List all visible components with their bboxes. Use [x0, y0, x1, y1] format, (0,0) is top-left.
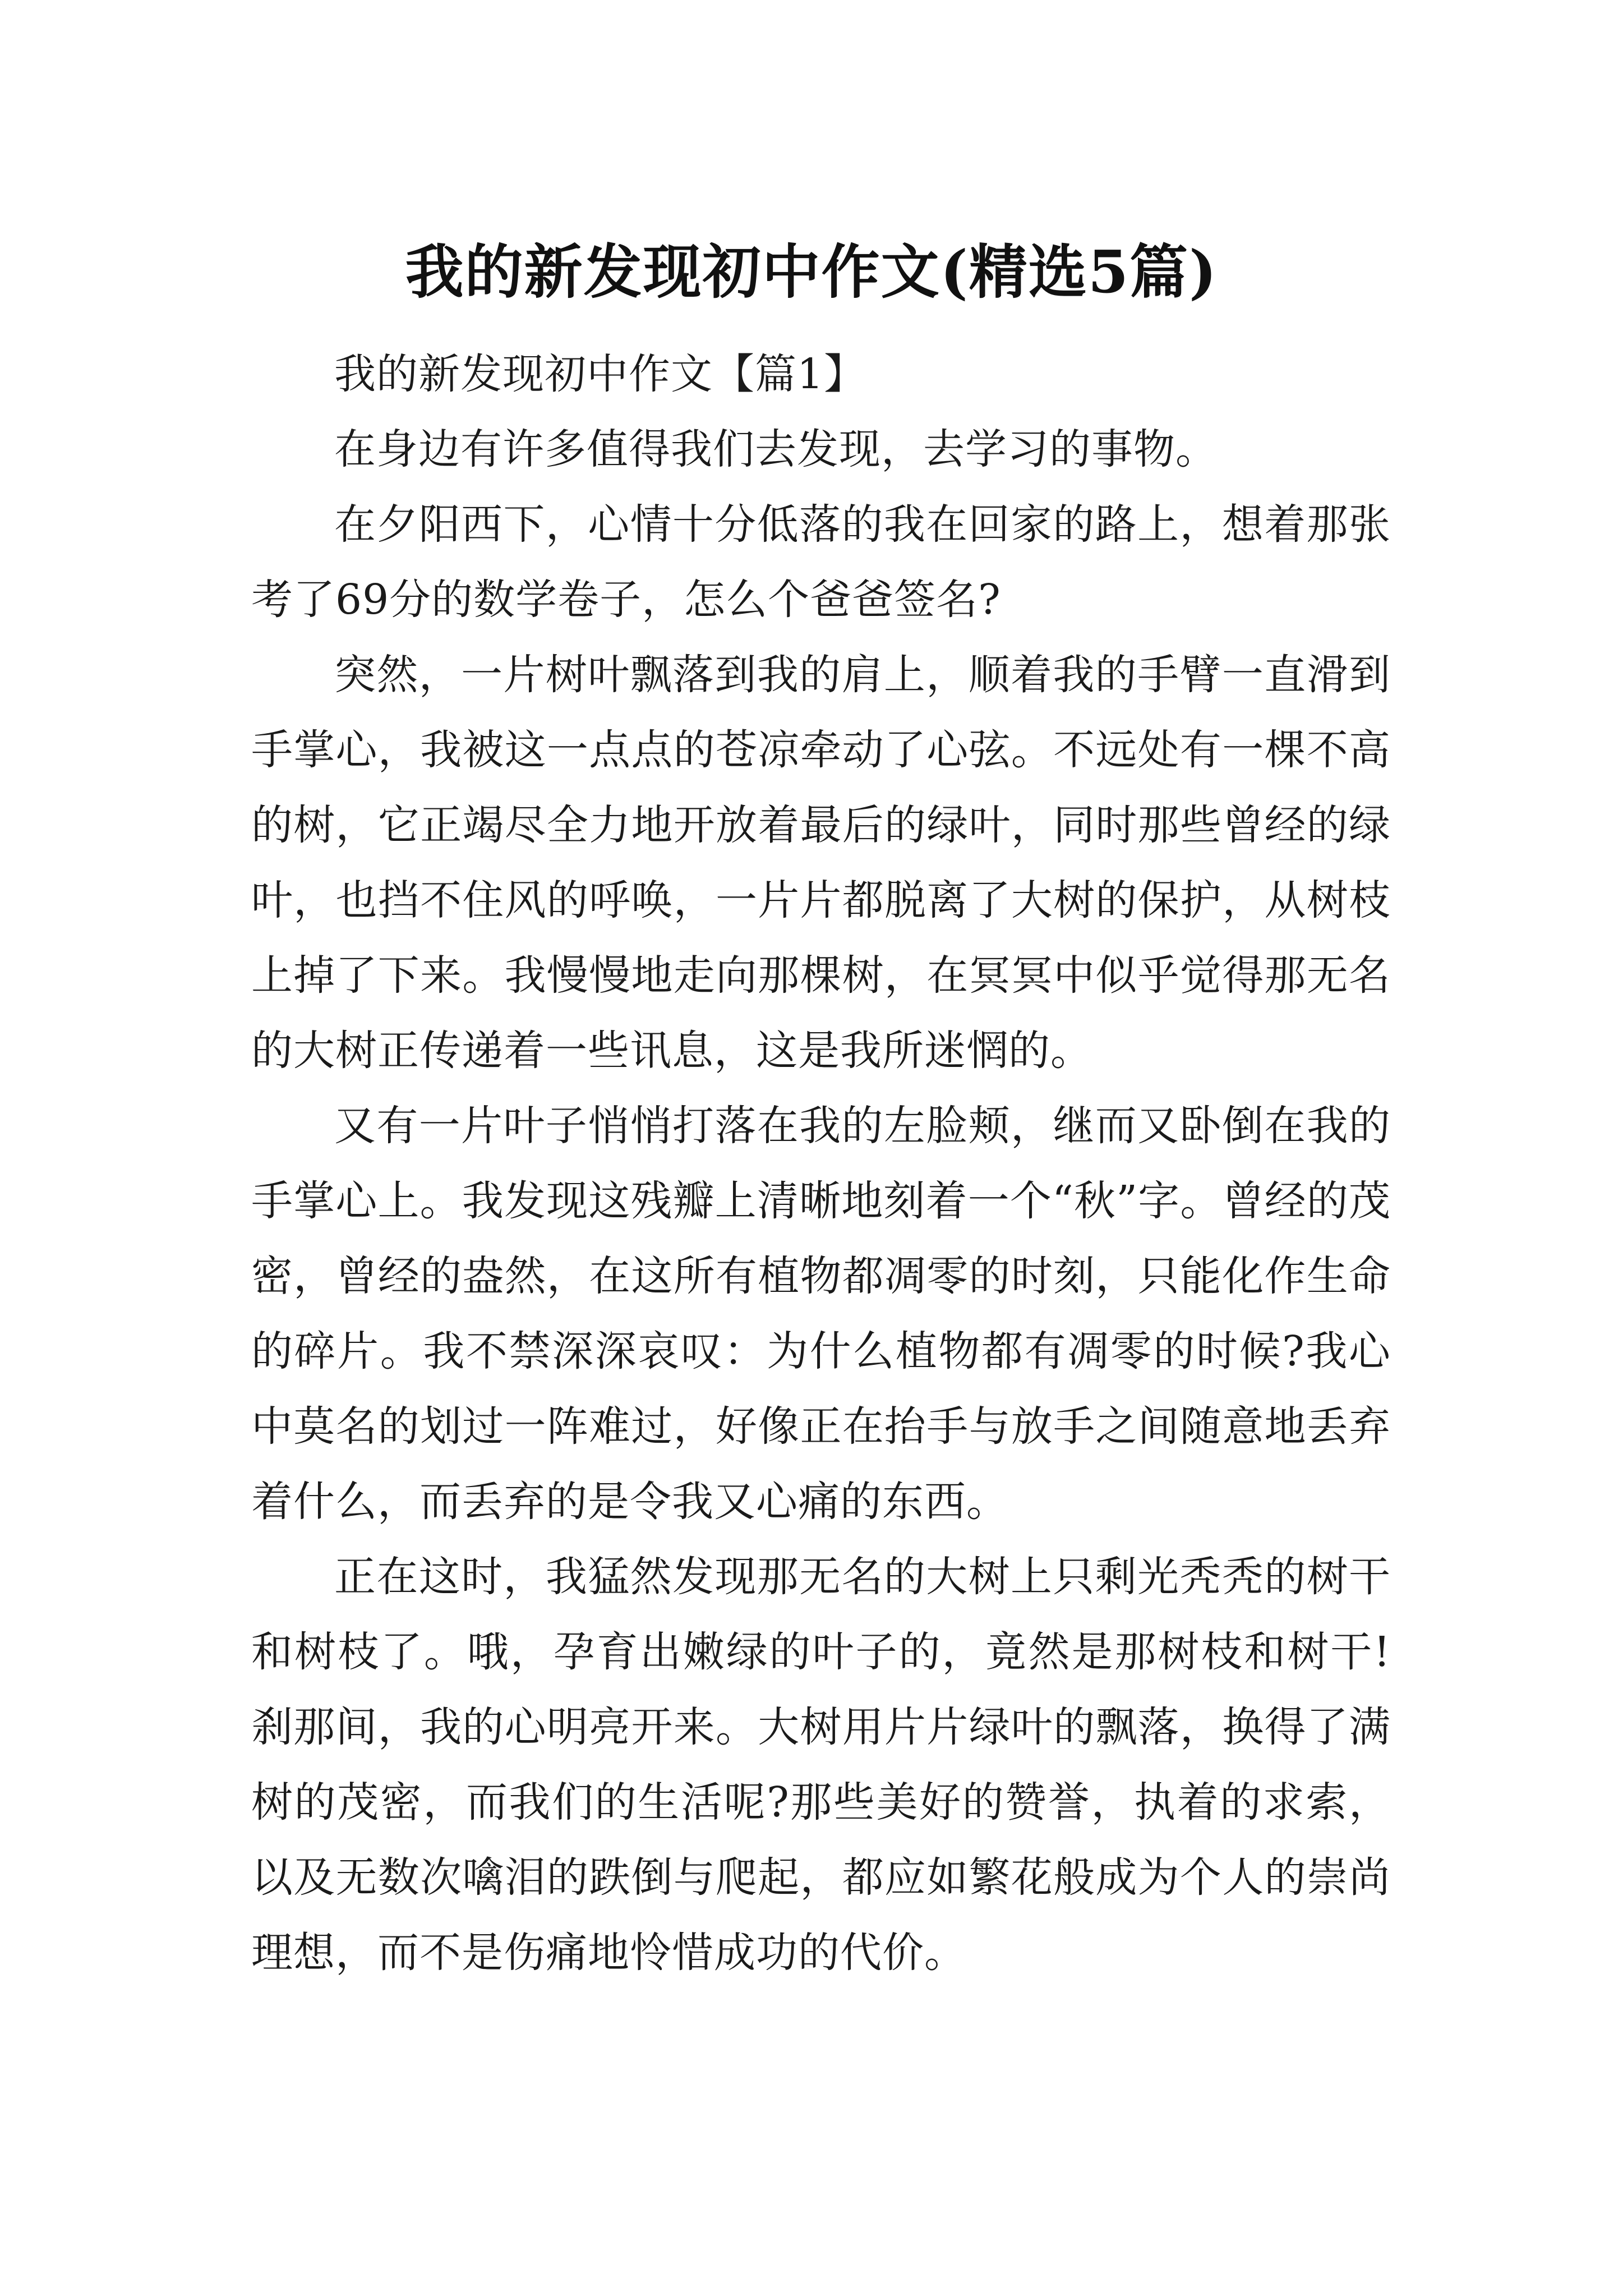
paragraph: 在身边有许多值得我们去发现，去学习的事物。 — [334, 425, 1218, 473]
document-body — [251, 337, 1391, 1990]
section-heading: 我的新发现初中作文【篇1】 — [334, 350, 866, 398]
paragraph: 突然，一片树叶飘落到我的肩上，顺着我的手臂一直滑到手掌心，我被这一点点的苍凉牵动了心弦。不远处有一棵不高的树，它正竭尽全力地开放着最后的绿叶，同时那些曾经的绿叶，也挡不住风的呼唤，一片片都脱离了大树的保护，从树枝上掉了下来。我慢慢地走向那棵树，在冥冥中似乎觉得那无名的大树正传递着一些讯息，这是我所迷惘的。 — [251, 651, 1391, 1075]
paragraph: 在夕阳西下，心情十分低落的我在回家的路上，想着那张考了69分的数学卷子，怎么个爸爸签名? — [251, 500, 1391, 624]
document-title: 我的新发现初中作文(精选5篇) — [405, 237, 1218, 306]
paragraph: 又有一片叶子悄悄打落在我的左脸颊，继而又卧倒在我的手掌心上。我发现这残瓣上清晰地刻着一个“秋”字。曾经的茂密，曾经的盎然，在这所有植物都凋零的时刻，只能化作生命的碎片。我不禁深深哀叹：为什么植物都有凋零的时候?我心中莫名的划过一阵难过，好像正在抬手与放手之间随意地丢弃着什么，而丢弃的是令我又心痛的东西。 — [251, 1102, 1391, 1526]
paragraph: 正在这时，我猛然发现那无名的大树上只剩光秃秃的树干和树枝了。哦，孕育出嫩绿的叶子的，竟然是那树枝和树干!刹那间，我的心明亮开来。大树用片片绿叶的飘落，换得了满树的茂密，而我们的生活呢?那些美好的赞誉，执着的求索，以及无数次噙泪的跌倒与爬起，都应如繁花般成为个人的崇尚理想，而不是伤痛地怜惜成功的代价。 — [251, 1553, 1391, 1977]
